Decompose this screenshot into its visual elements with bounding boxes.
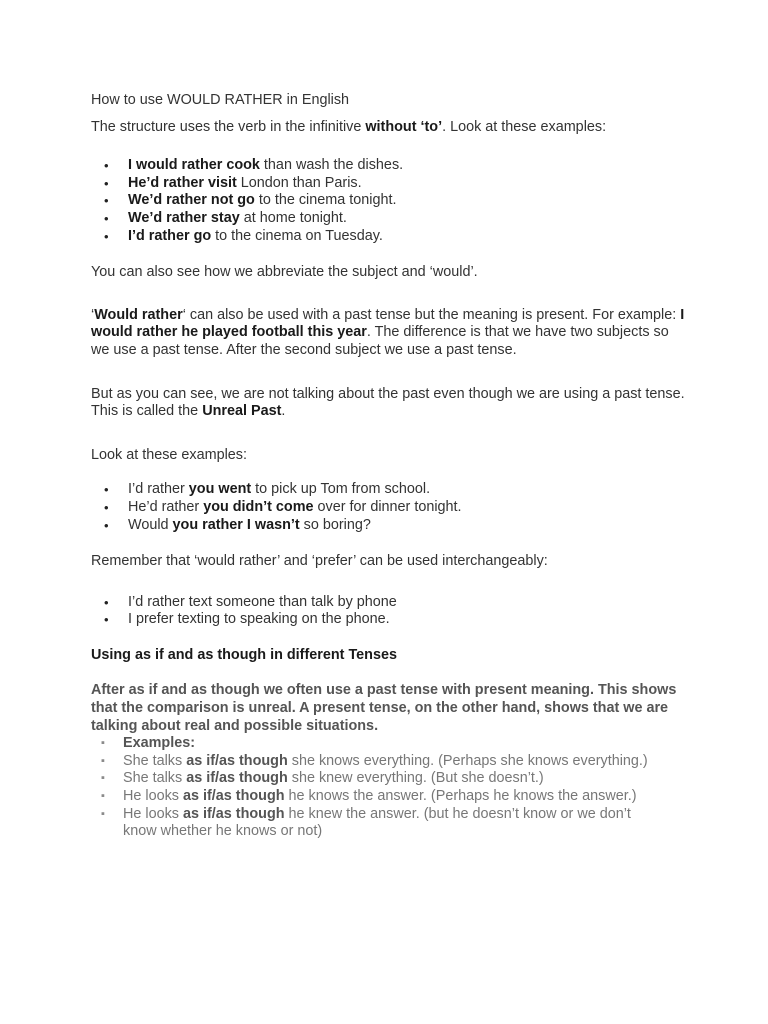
- examples-list-3: [91, 594, 691, 629]
- list-item: ▪ Examples:: [91, 735, 691, 753]
- document-page: [91, 92, 691, 841]
- list-item: • I’d rather text someone than talk by phone: [91, 594, 691, 612]
- list-item: • I’d rather go to the cinema on Tuesday.: [91, 228, 691, 246]
- list-item: • He’d rather you didn’t come over for dinner tonight.: [91, 499, 691, 517]
- unreal-past-paragraph: But as you can see, we are not talking about the past even though we are using a past tense. This is called the Unreal Past.: [91, 385, 685, 420]
- page-title: How to use WOULD RATHER in English: [91, 92, 350, 108]
- list-item: • I prefer texting to speaking on the phone.: [91, 611, 691, 629]
- remember-note: Remember that ‘would rather’ and ‘prefer’ can be used interchangeably:: [91, 553, 548, 570]
- past-tense-paragraph: ‘Would rather‘ can also be used with a past tense but the meaning is present. For example: I would rather he played football this year. The difference is that we have two subjects so we use a past tense. After the second subject we use a past tense.: [91, 306, 685, 358]
- list-item: • I would rather cook than wash the dishes.: [91, 157, 691, 175]
- look-examples-label: Look at these examples:: [91, 446, 247, 463]
- as-if-examples-list: [91, 735, 691, 841]
- examples-list-1: [91, 157, 691, 245]
- list-item: • He’d rather visit London than Paris.: [91, 175, 691, 193]
- list-item: • I’d rather you went to pick up Tom from school.: [91, 481, 691, 499]
- list-item: ▪ She talks as if/as though she knows everything. (Perhaps she knows everything.): [91, 753, 691, 771]
- as-if-section: [91, 682, 691, 840]
- list-item: ▪ He looks as if/as though he knows the answer. (Perhaps he knows the answer.): [91, 788, 691, 806]
- intro-paragraph: The structure uses the verb in the infinitive without ‘to’. Look at these examples:: [91, 118, 607, 135]
- abbreviation-note: You can also see how we abbreviate the subject and ‘would’.: [91, 264, 478, 281]
- section-heading: Using as if and as though in different Tenses: [91, 646, 397, 663]
- examples-list-2: [91, 481, 691, 534]
- as-if-paragraph: After as if and as though we often use a past tense with present meaning. This shows that the comparison is unreal. A present tense, on the other hand, shows that we are talking about real and possible situations.: [91, 682, 677, 734]
- list-item: ▪ She talks as if/as though she knew everything. (But she doesn’t.): [91, 770, 691, 788]
- list-item: • We’d rather stay at home tonight.: [91, 210, 691, 228]
- list-item: • Would you rather I wasn’t so boring?: [91, 517, 691, 535]
- list-item: • We’d rather not go to the cinema tonight.: [91, 192, 691, 210]
- list-item: ▪ He looks as if/as though he knew the answer. (but he doesn’t know or we don’t know whether he knows or not): [91, 806, 691, 841]
